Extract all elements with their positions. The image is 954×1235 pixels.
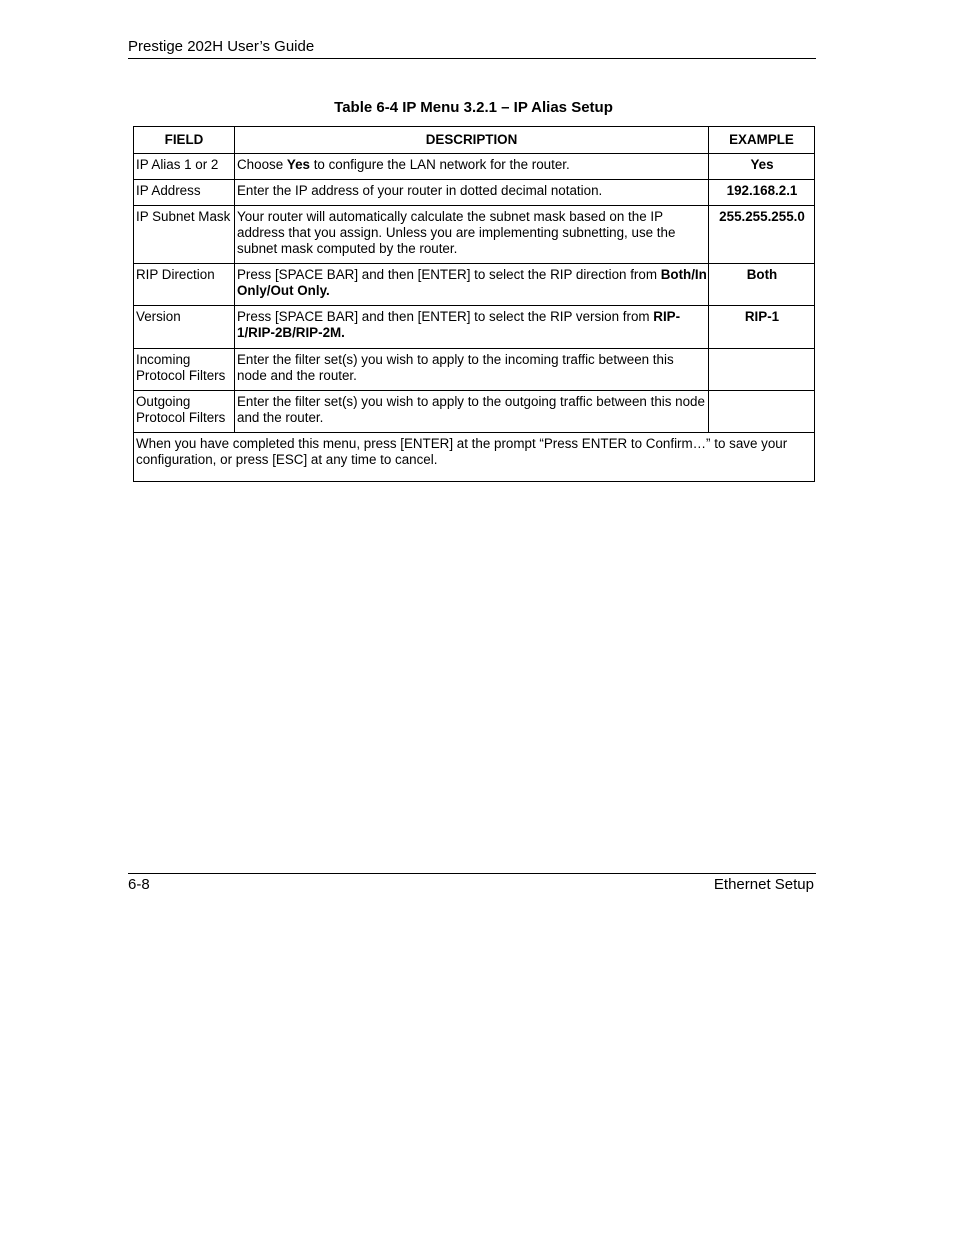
- description-text: to configure the LAN network for the router.: [309, 157, 570, 172]
- column-header-example: EXAMPLE: [709, 127, 815, 154]
- table-row: [134, 391, 815, 433]
- field-cell: Outgoing Protocol Filters: [134, 391, 235, 433]
- description-text: Choose: [237, 157, 287, 172]
- field-cell: Version: [134, 306, 235, 349]
- description-text: Press [SPACE BAR] and then [ENTER] to select the RIP direction from: [237, 267, 661, 282]
- example-cell: 192.168.2.1: [709, 180, 815, 206]
- field-cell: Incoming Protocol Filters: [134, 349, 235, 391]
- page-header: [128, 37, 816, 59]
- description-text: Press [SPACE BAR] and then [ENTER] to select the RIP version from: [237, 309, 654, 324]
- table-row: [134, 349, 815, 391]
- example-cell: [709, 349, 815, 391]
- table-row: [134, 264, 815, 306]
- example-cell: [709, 391, 815, 433]
- example-cell: 255.255.255.0: [709, 206, 815, 264]
- ip-alias-setup-table: [133, 126, 815, 482]
- header-title: Prestige 202H User’s Guide: [128, 38, 315, 55]
- description-cell: [235, 264, 709, 306]
- example-cell: Yes: [709, 154, 815, 180]
- description-bold-text: RIP-1/RIP-2B/RIP-2M.: [237, 309, 681, 340]
- table-row: [134, 180, 815, 206]
- example-cell: Both: [709, 264, 815, 306]
- description-cell: Enter the IP address of your router in dotted decimal notation.: [235, 180, 709, 206]
- description-bold-text: Yes: [286, 157, 310, 172]
- table-row: [134, 154, 815, 180]
- column-header-field: FIELD: [134, 127, 235, 154]
- table-header-row: [134, 127, 815, 154]
- description-cell: [235, 306, 709, 349]
- table-caption: Table 6-4 IP Menu 3.2.1 – IP Alias Setup: [334, 99, 613, 116]
- description-cell: [235, 154, 709, 180]
- table-note-row: [134, 433, 815, 482]
- field-cell: IP Subnet Mask: [134, 206, 235, 264]
- table-row: [134, 206, 815, 264]
- section-name: Ethernet Setup: [713, 876, 814, 893]
- description-cell: Enter the filter set(s) you wish to apply to the outgoing traffic between this node and the router.: [235, 391, 709, 433]
- table-note: When you have completed this menu, press [ENTER] at the prompt “Press ENTER to Confirm…” to save your configuration, or press [ESC] at any time to cancel.: [134, 433, 815, 482]
- field-cell: IP Alias 1 or 2: [134, 154, 235, 180]
- description-bold-text: Both/In Only/Out Only.: [237, 267, 707, 298]
- column-header-description: DESCRIPTION: [235, 127, 709, 154]
- example-cell: RIP-1: [709, 306, 815, 349]
- description-cell: Your router will automatically calculate the subnet mask based on the IP address that you assign. Unless you are implementing subnetting, use the subnet mask computed by the router.: [235, 206, 709, 264]
- table-row: [134, 306, 815, 349]
- page-number: 6-8: [128, 876, 150, 893]
- description-cell: Enter the filter set(s) you wish to apply to the incoming traffic between this node and the router.: [235, 349, 709, 391]
- page-footer: [128, 873, 816, 893]
- field-cell: RIP Direction: [134, 264, 235, 306]
- field-cell: IP Address: [134, 180, 235, 206]
